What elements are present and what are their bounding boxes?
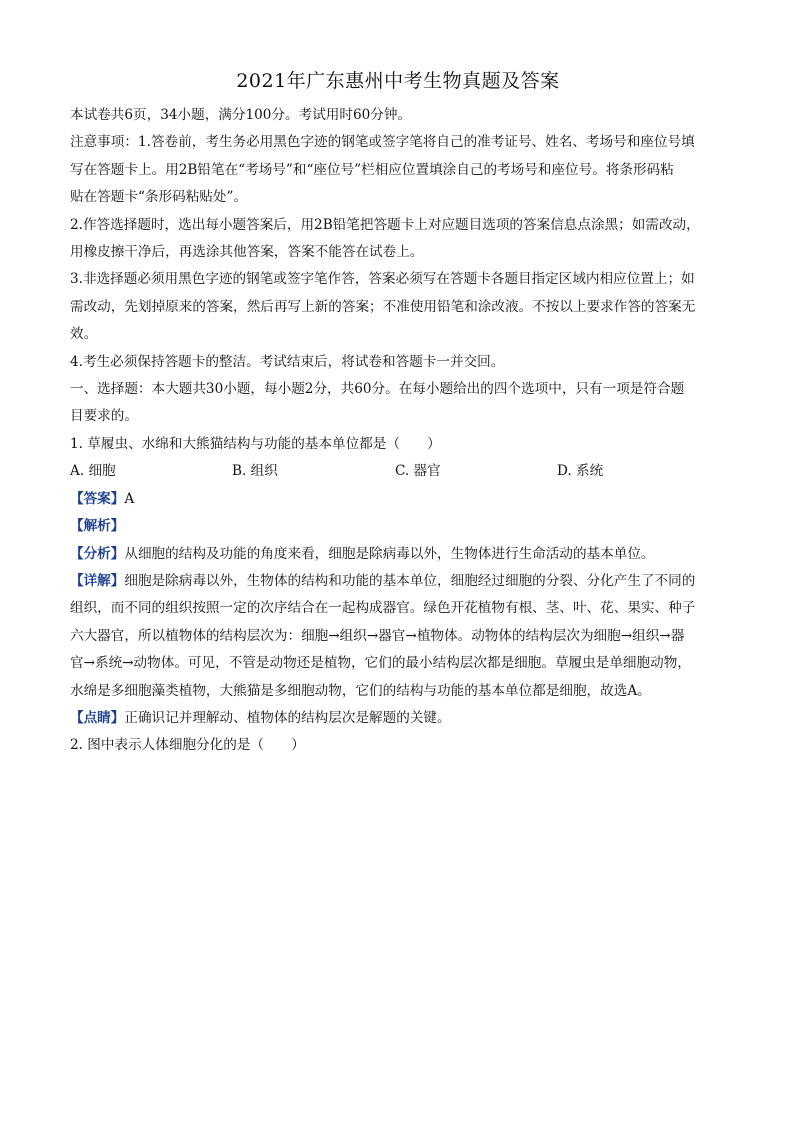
answer-value: A: [124, 490, 135, 507]
xiangjie-line-3: 六大器官，所以植物体的结构层次为：细胞→组织→器官→植物体。动物体的结构层次为细胞→组织→器: [70, 627, 685, 644]
note-2-line-2: 用橡皮擦干净后，再选涂其他答案，答案不能答在试卷上。: [70, 244, 424, 261]
question-1: [70, 431, 726, 732]
analysis-line: [70, 513, 726, 540]
section-1-line-1: 一、选择题：本大题共30小题，每小题2分，共60分。在每小题给出的四个选项中，只有一项是符合题: [70, 381, 685, 398]
option-a: A. 细胞: [70, 463, 116, 480]
dianjing-tag: 【点睛】: [70, 709, 125, 726]
question-2-stem: 2. 图中表示人体细胞分化的是（ ）: [70, 737, 305, 754]
note-3-line-2: 需改动，先划掉原来的答案，然后再写上新的答案；不准使用铅笔和涂改液。不按以上要求作答的答案无: [70, 298, 696, 315]
fenxi-text: 从细胞的结构及功能的角度来看，细胞是除病毒以外，生物体进行生命活动的基本单位。: [124, 545, 655, 562]
xiangjie-line-1: [70, 568, 726, 595]
page-title: 2021年广东惠州中考生物真题及答案: [236, 70, 560, 92]
option-b: B. 组织: [232, 463, 278, 480]
note-1-line-2: 写在答题卡上。用2B铅笔在“考场号”和“座位号”栏相应位置填涂自己的考场号和座位号。将条形码粘: [70, 161, 674, 178]
document-page: [70, 66, 726, 760]
option-d: D. 系统: [557, 463, 604, 480]
note-4-line-1: 4.考生必须保持答题卡的整洁。考试结束后，将试卷和答题卡一并交回。: [70, 353, 505, 370]
note-3-line-1: 3.非选择题必须用黑色字迹的钢笔或签字笔作答，答案必须写在答题卡各题目指定区域内相应位置上；如: [70, 271, 695, 288]
note-2-line-1: 2.作答选择题时，选出每小题答案后，用2B铅笔把答题卡上对应题目选项的答案信息点涂黑；如需改动，: [70, 216, 700, 233]
xiangjie-line-4: 官→系统→动物体。可见，不管是动物还是植物，它们的最小结构层次都是细胞。草履虫是单细胞动物，: [70, 655, 691, 672]
xiangjie-text-1: 细胞是除病毒以外，生物体的结构和功能的基本单位，细胞经过细胞的分裂、分化产生了不同的: [124, 572, 696, 589]
fenxi-line: [70, 541, 726, 568]
exam-intro: 本试卷共6页，34小题，满分100分。考试用时60分钟。: [70, 107, 412, 123]
xiangjie-line-5: 水绵是多细胞藻类植物，大熊猫是多细胞动物，它们的结构与功能的基本单位都是细胞，故选A。: [70, 682, 651, 699]
question-1-stem: 1. 草履虫、水绵和大熊猫结构与功能的基本单位都是（ ）: [70, 435, 441, 452]
xiangjie-line-2: 组织，而不同的组织按照一定的次序结合在一起构成器官。绿色开花植物有根、茎、叶、花、果实、种子: [70, 600, 696, 617]
section-heading: [70, 376, 726, 431]
fenxi-tag: 【分析】: [70, 545, 125, 562]
xiangjie-tag: 【详解】: [70, 572, 125, 589]
note-3-line-3: 效。: [70, 326, 98, 343]
note-1-line-1: 注意事项：1.答卷前，考生务必用黑色字迹的钢笔或签字笔将自己的准考证号、姓名、考场号和座位号填: [70, 134, 695, 151]
question-1-options: [70, 458, 726, 485]
question-2: [70, 732, 726, 759]
exam-notes: [70, 129, 726, 376]
answer-line: [70, 486, 726, 513]
analysis-tag: 【解析】: [70, 518, 125, 535]
section-1-line-2: 目要求的。: [70, 408, 138, 425]
dianjing-text: 正确识记并理解动、植物体的结构层次是解题的关键。: [124, 709, 451, 726]
dianjing-line: [70, 705, 726, 732]
answer-tag: 【答案】: [70, 490, 125, 507]
option-c: C. 器官: [395, 463, 441, 480]
note-1-line-3: 贴在答题卡“条形码粘贴处”。: [70, 189, 248, 206]
